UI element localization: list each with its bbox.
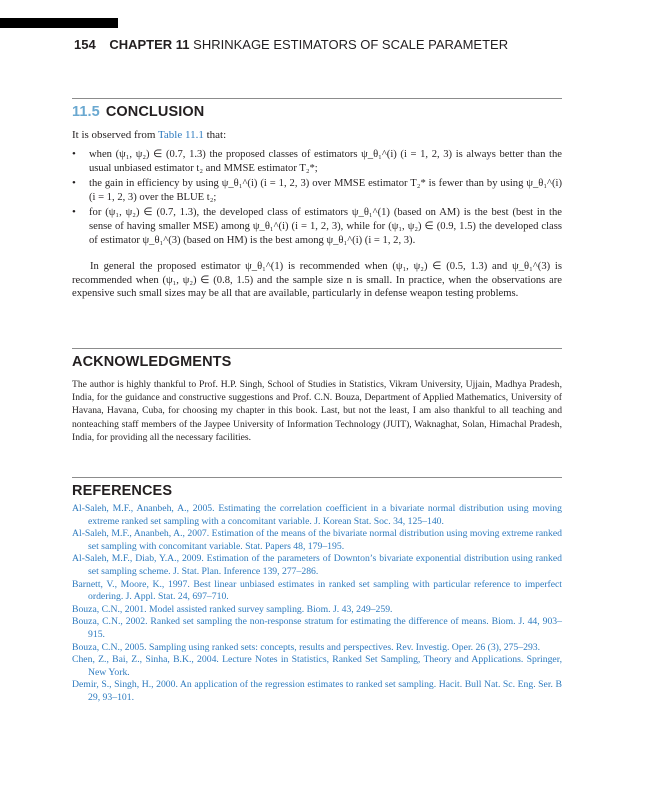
chapter-label: CHAPTER 11 xyxy=(109,37,190,52)
reference-item[interactable]: Bouza, C.N., 2002. Ranked set sampling the non-response stratum for estimating the difference of means. Biom. J. 44, 903–915. xyxy=(72,616,562,640)
intro-text: It is observed from xyxy=(72,129,158,141)
bullet-text: when (ψ₁, ψ₂) ∈ (0.7, 1.3) the proposed classes of estimators ψ_θ₁^(i) (i = 1, 2, 3) is always better than the usual unbiased estimator t₂ and MMSE estimator T₂*; xyxy=(89,149,562,174)
conclusion-heading xyxy=(72,104,204,120)
ack-rule xyxy=(72,348,562,349)
bullet-dot: • xyxy=(72,177,76,190)
bullet-text: the gain in efficiency by using ψ_θ₁^(i) (i = 1, 2, 3) over MMSE estimator T₂* is fewer than by using ψ_θ₁^(i) (i = 1, 2, 3) over the BLUE t₂; xyxy=(89,178,562,203)
bullet-text: for (ψ₁, ψ₂) ∈ (0.7, 1.3), the developed class of estimators ψ_θ₁^(1) (based on AM) is the best (best in the sense of having smaller MSE) among ψ_θ₁^(i) (i = 1, 2, 3), while for (ψ₁, ψ₂) ∈ (0.9, 1.5) the developed class of estimator ψ_θ₁^(3) (based on HM) is the best among ψ_θ₁^(i) (i = 1, 2, 3). xyxy=(89,207,562,246)
conclusion-bullet-list xyxy=(72,148,562,249)
section-title: CONCLUSION xyxy=(105,104,205,120)
running-head xyxy=(74,37,574,52)
reference-item[interactable]: Bouza, C.N., 2005. Sampling using ranked sets: concepts, results and perspectives. Rev. Investig. Oper. 26 (3), 275–293. xyxy=(72,641,541,653)
ref-rule xyxy=(72,477,562,478)
acknowledgments-heading: ACKNOWLEDGMENTS xyxy=(72,354,232,370)
reference-item[interactable]: Demir, S., Singh, H., 2000. An application of the regression estimates to ranked set sampling. Hacit. Bull Nat. Sc. Eng. Ser. B 29, 93–101. xyxy=(72,679,562,703)
bullet-dot: • xyxy=(72,206,76,219)
table-link[interactable]: Table 11.1 xyxy=(157,129,204,141)
reference-item[interactable]: Al-Saleh, M.F., Ananbeh, A., 2005. Estimating the correlation coefficient in a bivariate normal distribution using moving extreme ranked set sampling with a concomitant variable. J. Korean Stat. Soc. 34, 125–140. xyxy=(72,503,562,527)
reference-item[interactable]: Bouza, C.N., 2001. Model assisted ranked survey sampling. Biom. J. 43, 249–259. xyxy=(72,603,393,615)
bullet-item xyxy=(72,177,562,204)
intro-text-end: that: xyxy=(203,129,227,141)
reference-item[interactable]: Chen, Z., Bai, Z., Sinha, B.K., 2004. Lecture Notes in Statistics, Ranked Set Sampling, Theory and Applications. Springer, New York. xyxy=(72,654,562,678)
reference-item[interactable]: Al-Saleh, M.F., Ananbeh, A., 2007. Estimation of the means of the bivariate normal distribution using moving extreme ranked set sampling with concomitant variable. Stat. Papers 48, 179–195. xyxy=(72,528,562,552)
page-number: 154 xyxy=(74,37,96,52)
acknowledgments-text: The author is highly thankful to Prof. H.P. Singh, School of Studies in Statistics, Vikram University, Ujjain, Madhya Pradesh, India, for the guidance and constructive suggestions and Prof. C.N. Bouza, Department of Applied Mathematics, University of Havana, Havana, Cuba, for choosing my chapter in this book. Last, but not the least, I am also thankful to all teaching and nonteaching staff members of the Jaypee University of Information Technology (JUIT), Waknaghat, Solan, Himachal Pradesh, India, for providing all the necessary facilities. xyxy=(72,379,562,443)
reference-item[interactable]: Al-Saleh, M.F., Diab, Y.A., 2009. Estimation of the parameters of Downton’s bivariate exponential distribution using ranked set sampling scheme. J. Stat. Plan. Inference 139, 277–286. xyxy=(72,553,562,577)
bullet-item xyxy=(72,148,562,175)
chapter-title: SHRINKAGE ESTIMATORS OF SCALE PARAMETER xyxy=(193,37,509,52)
reference-list xyxy=(72,503,562,705)
top-black-bar xyxy=(0,18,118,28)
references-heading: REFERENCES xyxy=(72,483,173,499)
bullet-item xyxy=(72,206,562,247)
conclusion-paragraph: In general the proposed estimator ψ_θ₁^(1) is recommended when (ψ₁, ψ₂) ∈ (0.5, 1.3) and ψ_θ₁^(3) is recommended when (ψ₁, ψ₂) ∈ (0.8, 1.5) and the sample size n is small. In practice, when the observations are expensive such small sizes may be all that are available, particularly in defense weapon testing problems. xyxy=(72,261,562,300)
reference-item[interactable]: Barnett, V., Moore, K., 1997. Best linear unbiased estimates in ranked set sampling with particular reference to imperfect ordering. J. Appl. Stat. 24, 697–710. xyxy=(72,578,562,603)
section-rule xyxy=(72,98,562,99)
bullet-dot: • xyxy=(72,148,76,160)
conclusion-intro xyxy=(72,129,226,141)
section-number: 11.5 xyxy=(72,104,100,120)
